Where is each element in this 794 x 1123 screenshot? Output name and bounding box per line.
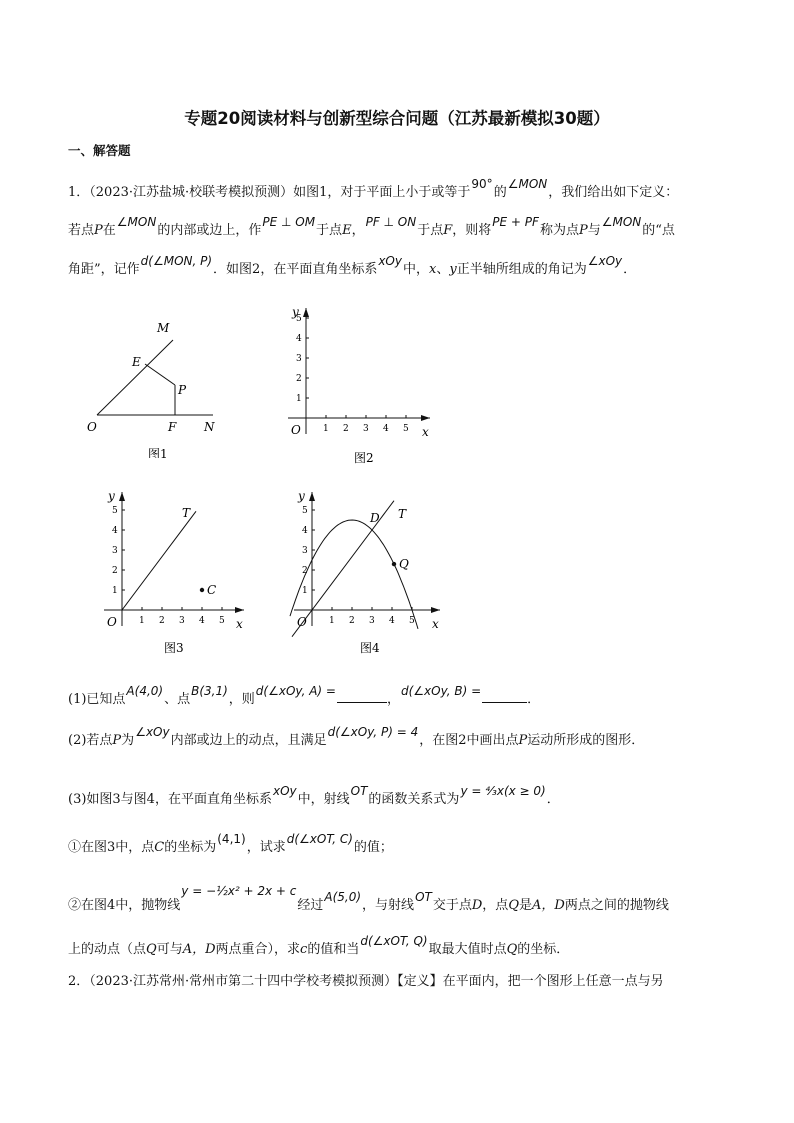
ray-ot	[122, 511, 196, 610]
var-x: x	[429, 262, 437, 277]
var-y: y	[449, 262, 457, 277]
d-mon-p: d(∠MON, P)	[140, 254, 213, 268]
question-number: 2．	[68, 974, 90, 989]
x-axis-label: x	[422, 425, 429, 439]
figure-2	[282, 300, 442, 470]
sub3-2-text: ，点	[482, 898, 509, 913]
y-tick-label: 1	[112, 586, 118, 596]
origin-label: O	[291, 423, 301, 437]
point-b: B(3,1)	[191, 684, 228, 698]
question-number: 1．	[68, 185, 90, 200]
figure-caption: 图2	[354, 451, 374, 465]
pe-perp-om: PE ⊥ OM	[262, 215, 316, 229]
sub3-2-text: 两点重合），求	[215, 942, 301, 957]
point-q	[392, 562, 396, 566]
q1-text: ．如图2，在平面直角坐标系	[213, 262, 378, 277]
sub3-1-text: ①在图3中，点	[68, 840, 155, 855]
parabola-equation: y = −½x² + 2x + c	[181, 884, 297, 898]
x-axis-arrow	[421, 415, 430, 421]
degree-value: 90°	[471, 177, 493, 191]
q1-line-1	[68, 177, 679, 202]
sub3-text: 的函数关系式为	[368, 792, 460, 807]
label-n: N	[204, 420, 215, 434]
y-tick-label: 1	[296, 394, 302, 404]
y-tick-label: 1	[302, 586, 308, 596]
sub3-2-text: 经过	[297, 898, 324, 913]
x-tick-label: 5	[409, 616, 415, 626]
point-q-label: Q	[399, 557, 409, 572]
y-axis-arrow	[309, 492, 315, 501]
x-axis-arrow	[235, 607, 244, 613]
q1-text: 中，	[402, 262, 429, 277]
q1-line-3	[68, 254, 637, 279]
sub3-2-text: 的值和当	[307, 942, 360, 957]
answer-blank-1[interactable]	[337, 690, 387, 703]
x-tick-label: 1	[139, 616, 145, 626]
q1-source-text: （2023·江苏盐城·校联考模拟预测）如图1，对于平面上小于或等于	[89, 185, 471, 200]
x-tick-label: 5	[403, 424, 409, 434]
sub3-2-text: 上的动点（点	[68, 942, 147, 957]
q1-text: 的内部或边上，作	[157, 223, 262, 238]
sub-question-3	[68, 784, 560, 809]
sub2-text: 为	[121, 733, 135, 748]
sub3-1-text: 的坐标为	[164, 840, 217, 855]
page-title: 专题20阅读材料与创新型综合问题（江苏最新模拟30题）	[184, 109, 610, 128]
d-xot-c: d(∠xOT, C)	[286, 832, 353, 846]
point-c	[200, 588, 204, 592]
sub1-text: ，	[386, 692, 400, 707]
figure-1	[80, 318, 230, 458]
x-tick-label: 1	[329, 616, 335, 626]
q1-text: ．	[623, 262, 637, 277]
var-c: c	[300, 942, 308, 957]
angle-mon: ∠MON	[507, 177, 548, 191]
y-tick-label: 4	[296, 334, 302, 344]
x-tick-label: 3	[179, 616, 185, 626]
point-q: Q	[146, 942, 157, 957]
sub-question-3-1	[68, 832, 393, 857]
line-om	[97, 340, 173, 415]
x-tick-label: 2	[159, 616, 165, 626]
pe-plus-pf: PE + PF	[492, 215, 539, 229]
q1-text: 与	[587, 223, 601, 238]
sub3-2-text: 交于点	[432, 898, 472, 913]
figure-caption: 图1	[148, 447, 168, 458]
point-a: A(4,0)	[126, 684, 164, 698]
y-tick-label: 3	[302, 546, 308, 556]
sub3-2-text: 两点之间的抛物线	[564, 898, 669, 913]
point-f: F	[443, 223, 453, 238]
q1-text: 于点	[417, 223, 444, 238]
ray-ot: OT	[415, 890, 432, 904]
label-e: E	[132, 355, 141, 369]
point-q: Q	[508, 898, 519, 913]
sub2-text: (2)若点	[68, 733, 113, 748]
x-tick-label: 5	[219, 616, 225, 626]
sub-question-1	[68, 684, 541, 709]
ray-label-t: T	[182, 506, 191, 520]
y-tick-label: 5	[296, 314, 302, 324]
angle-xoy: ∠xOy	[587, 254, 623, 268]
y-tick-label: 2	[302, 566, 308, 576]
q1-text: 、	[436, 262, 450, 277]
ray-ot: OT	[350, 784, 368, 798]
sub3-2-text: 的坐标．	[517, 942, 570, 957]
q1-text: ，则将	[452, 223, 492, 238]
sub3-text: 中，射线	[297, 792, 350, 807]
x-axis-label: x	[432, 617, 439, 631]
parabola	[290, 520, 418, 629]
point-c: C	[154, 840, 165, 855]
sub3-1-text: ，试求	[246, 840, 286, 855]
sub3-text: ．	[546, 792, 560, 807]
points-a-d: A，D	[532, 898, 565, 913]
y-axis-label: y	[292, 305, 299, 319]
xoy-system: xOy	[272, 784, 297, 798]
q1-text: 在	[102, 223, 116, 238]
label-f: F	[168, 420, 177, 434]
d-xoy-b: d(∠xOy, B) =	[400, 684, 482, 698]
point-c-label: C	[207, 583, 217, 597]
y-axis-arrow	[303, 308, 309, 317]
origin-label: O	[107, 615, 117, 629]
point-a: A(5,0)	[324, 890, 362, 904]
x-tick-label: 3	[369, 616, 375, 626]
x-tick-label: 2	[343, 424, 349, 434]
y-tick-label: 3	[112, 546, 118, 556]
sub1-text: (1)已知点	[68, 692, 126, 707]
point-p: P	[112, 733, 122, 748]
sub1-text: ，则	[228, 692, 255, 707]
y-tick-label: 2	[296, 374, 302, 384]
y-tick-label: 3	[296, 354, 302, 364]
point-d-label: D	[370, 511, 380, 525]
x-tick-label: 1	[323, 424, 329, 434]
y-tick-label: 4	[112, 526, 118, 536]
origin-label: O	[297, 615, 307, 629]
point-p: P	[518, 733, 528, 748]
point-q: Q	[506, 942, 518, 957]
q1-text: 的“点	[642, 223, 675, 238]
y-tick-label: 5	[112, 506, 118, 516]
answer-blank-2[interactable]	[482, 690, 527, 703]
xoy-system: xOy	[378, 254, 402, 268]
sub-question-3-2	[68, 884, 669, 915]
q1-text: 若点	[68, 223, 95, 238]
question-2	[68, 973, 664, 991]
q1-text: 角距”，记作	[68, 262, 140, 277]
label-m: M	[157, 321, 170, 335]
d-xot-q: d(∠xOT, Q)	[360, 934, 428, 948]
y-axis-label: y	[298, 489, 305, 503]
x-axis-arrow	[431, 607, 440, 613]
y-axis-arrow	[119, 492, 125, 501]
sub3-2-text: ，与射线	[362, 898, 415, 913]
pf-perp-on: PF ⊥ ON	[365, 215, 417, 229]
sub3-text: (3)如图3与图4，在平面直角坐标系	[68, 792, 272, 807]
x-tick-label: 4	[383, 424, 389, 434]
angle-mon: ∠MON	[116, 215, 157, 229]
x-tick-label: 4	[199, 616, 205, 626]
q1-text: ，我们给出如下定义：	[548, 185, 679, 200]
sub3-2-text: 是	[518, 898, 532, 913]
point-e: E	[342, 223, 352, 238]
sub3-2-text: 取最大值时点	[428, 942, 507, 957]
q1-text: 于点	[316, 223, 343, 238]
ray-function: y = ⁴⁄₃x(x ≥ 0)	[460, 784, 546, 798]
segment-pe	[145, 364, 175, 385]
x-tick-label: 3	[363, 424, 369, 434]
sub1-text: ．	[527, 692, 541, 707]
q1-text: 的	[493, 185, 507, 200]
figure-caption: 图4	[360, 641, 380, 655]
y-tick-label: 5	[302, 506, 308, 516]
figure-4	[280, 488, 450, 658]
label-p: P	[178, 383, 187, 397]
y-axis-label: y	[108, 489, 115, 503]
point-d: D	[471, 898, 483, 913]
sub3-2-text: 可与	[156, 942, 183, 957]
x-axis-label: x	[236, 617, 243, 631]
d-xoy-a: d(∠xOy, A) =	[255, 684, 336, 698]
q1-text: 正半轴所组成的角记为	[456, 262, 587, 277]
angle-xoy: ∠xOy	[135, 725, 170, 739]
sub3-1-text: 的值；	[353, 840, 393, 855]
sub3-2-text: ②在图4中，抛物线	[68, 898, 181, 913]
q1-text: 称为点	[539, 223, 579, 238]
q1-line-2	[68, 215, 675, 240]
sub2-text: ，在图2中画出点	[419, 733, 519, 748]
sub-question-3-2-line-2	[68, 934, 570, 959]
x-tick-label: 2	[349, 616, 355, 626]
q2-text: （2023·江苏常州·常州市第二十四中学校考模拟预测）【定义】在平面内，把一个图形上任意一点与另	[89, 974, 664, 989]
label-o: O	[87, 420, 97, 434]
point-p: P	[94, 223, 103, 238]
angle-mon: ∠MON	[601, 215, 642, 229]
x-tick-label: 4	[389, 616, 395, 626]
q1-text: ，	[351, 223, 365, 238]
section-heading: 一、解答题	[68, 143, 131, 158]
condition: d(∠xOy, P) = 4	[327, 725, 419, 739]
point-p: P	[578, 223, 588, 238]
sub2-text: 运动所形成的图形．	[527, 733, 645, 748]
sub2-text: 内部或边上的动点，且满足	[170, 733, 327, 748]
y-tick-label: 4	[302, 526, 308, 536]
figure-caption: 图3	[164, 641, 184, 655]
sub-question-2	[68, 725, 645, 750]
ray-label-t: T	[398, 507, 407, 521]
coordinate-c: (4,1)	[217, 832, 246, 846]
points-a-d: A，D	[182, 942, 216, 957]
figure-3	[98, 488, 258, 658]
sub1-text: 、点	[164, 692, 191, 707]
y-tick-label: 2	[112, 566, 118, 576]
